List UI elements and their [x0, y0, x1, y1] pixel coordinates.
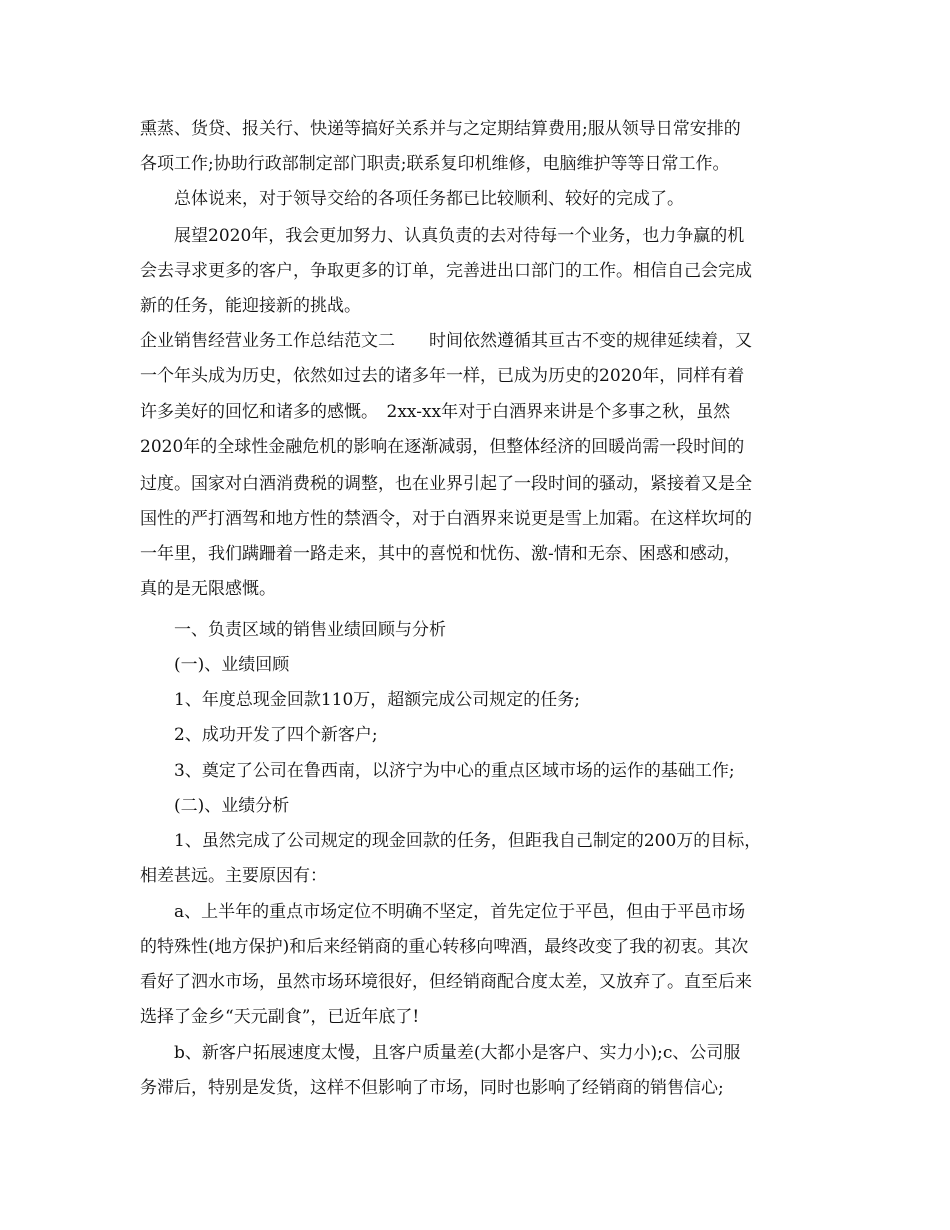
text-line: 看好了泗水市场，虽然市场环境很好，但经销商配合度太差，又放弃了。直至后来 [140, 972, 752, 992]
subheading-line: (一)、业绩回顾 [174, 655, 290, 675]
text-line: 国性的严打酒驾和地方性的禁酒令，对于白酒界来说更是雪上加霜。在这样坎坷的 [140, 509, 752, 529]
text-line: 2020年的全球性金融危机的影响在逐渐减弱，但整体经济的回暖尚需一段时间的 [140, 437, 745, 457]
text-line: 选择了金乡“天元副食”，已近年底了! [140, 1007, 420, 1027]
text-line: 过度。国家对白酒消费税的调整，也在业界引起了一段时间的骚动，紧接着又是全 [140, 474, 752, 494]
paragraph-start-line: 1、虽然完成了公司规定的现金回款的任务，但距我自己制定的200万的目标， [174, 831, 762, 851]
text-line: 许多美好的回忆和诸多的感慨。 2xx-xx年对于白酒界来讲是个多事之秋，虽然 [140, 402, 731, 422]
text-line: 的特殊性(地方保护)和后来经销商的重心转移向啤酒，最终改变了我的初衷。其次 [140, 937, 749, 957]
paragraph-start-line: 总体说来，对于领导交给的各项任务都已比较顺利、较好的完成了。 [174, 189, 684, 209]
text-line: 一年里，我们蹒跚着一路走来，其中的喜悦和忧伤、激-情和无奈、困惑和感动， [140, 544, 741, 564]
text-line: 新的任务，能迎接新的挑战。 [140, 296, 361, 316]
list-item-line: 3、奠定了公司在鲁西南，以济宁为中心的重点区域市场的运作的基础工作; [174, 761, 735, 781]
paragraph-start-line: b、新客户拓展速度太慢，且客户质量差(大都小是客户、实力小);c、公司服 [174, 1043, 741, 1063]
text-line: 会去寻求更多的客户，争取更多的订单，完善进出口部门的工作。相信自己会完成 [140, 261, 752, 281]
section-title-line: 企业销售经营业务工作总结范文二 时间依然遵循其亘古不变的规律延续着，又 [140, 331, 752, 351]
text-line: 熏蒸、货贷、报关行、快递等搞好关系并与之定期结算费用;服从领导日常安排的 [140, 119, 741, 139]
subheading-line: (二)、业绩分析 [174, 796, 290, 816]
list-item-line: 1、年度总现金回款110万，超额完成公司规定的任务; [174, 690, 580, 710]
text-line: 务滞后，特别是发货，这样不但影响了市场，同时也影响了经销商的销售信心; [140, 1078, 724, 1098]
paragraph-start-line: 展望2020年，我会更加努力、认真负责的去对待每一个业务，也力争赢的机 [174, 226, 745, 246]
paragraph-start-line: a、上半年的重点市场定位不明确不坚定，首先定位于平邑，但由于平邑市场 [174, 902, 746, 922]
text-line: 真的是无限感慨。 [140, 579, 276, 599]
text-line: 一个年头成为历史，依然如过去的诸多年一样，已成为历史的2020年，同样有着 [140, 366, 745, 386]
heading-line: 一、负责区域的销售业绩回顾与分析 [174, 620, 446, 640]
text-line: 各项工作;协助行政部制定部门职责;联系复印机维修，电脑维护等等日常工作。 [140, 154, 730, 174]
list-item-line: 2、成功开发了四个新客户; [174, 725, 378, 745]
text-line: 相差甚远。主要原因有： [140, 866, 327, 886]
